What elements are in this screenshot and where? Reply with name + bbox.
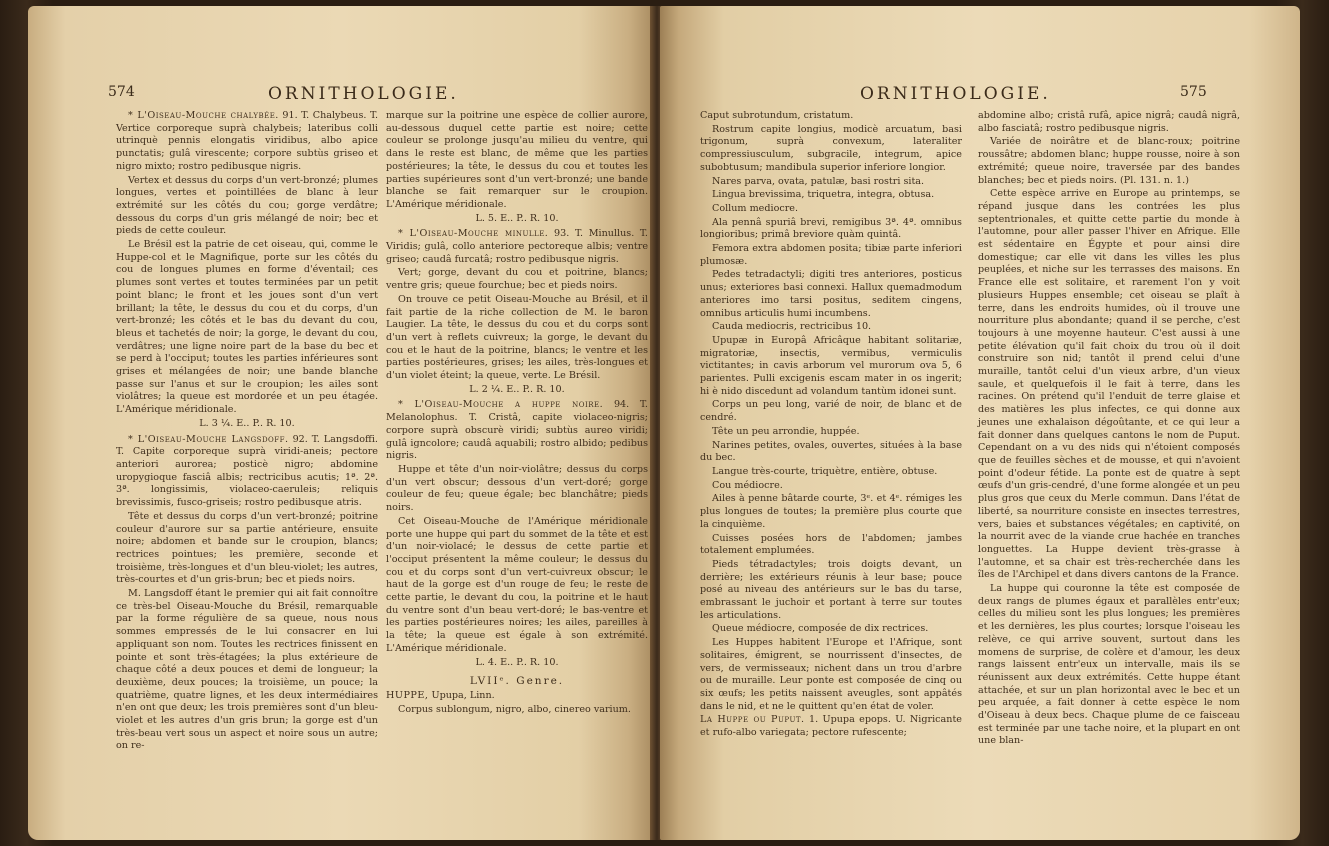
paragraph-text: 91. T. Chalybeus. T. Vertice corporeque suprà chalybeis; lateribus colli utrinquè pennis elongatis viridibus, albo apice punctatis; gulâ virescente; corpore subtùs griseo et nigro mixto; rostro pedibusque nigris. xyxy=(116,110,378,172)
paragraph xyxy=(700,714,962,739)
paragraph-text: Upupa, Linn. xyxy=(431,689,495,701)
paragraph xyxy=(386,690,648,703)
paragraph-text: Tête un peu arrondie, huppée. xyxy=(712,425,860,437)
entry-heading: * L'Oiseau-Mouche minulle. xyxy=(398,228,549,240)
text-column-1 xyxy=(700,110,962,741)
paragraph xyxy=(700,110,962,123)
paragraph-text: Cette espèce arrive en Europe au printemps, se répand jusque dans les contrées les plus septentrionales, et quitte cette partie du monde à l'automne, pour aller passer l'hiver en Afrique. Elle est sédentaire en Égypte et pour ainsi dire domestique; car elle vit dans les villes les plus peuplées, et niche sur les terrasses des maisons. En France elle est solitaire, et rarement l'on y voit plusieurs Huppes ensemble; cet oiseau se plaît à terre, dans les endroits humides, où il trouve une nourriture plus abondante; quand il se perche, c'est toujours à une moyenne hauteur. C'est aussi à une petite élévation qu'il fait choix du trou où il doit construire son nid; tantôt il prend celui d'une muraille, tantôt celui d'un vieux arbre, d'un vieux saule, et quelquefois il le fait à terre, dans les racines. On prétend qu'il l'enduit de terre glaise et des matières les plus infectes, ce qui donne aux jeunes une exhalaison dégoûtante, et ce qui leur a fait donner dans quelques cantons le nom de Puput. Cependant on a vu des nids qui n'étoient composés que de feuilles sèches et de mousse, et qui n'avoient point d'odeur fétide. La ponte est de quatre à sept œufs d'un gris-cendré, d'une forme alongée et un peu plus gros que ceux du Merle commun. Dans l'état de liberté, sa nourriture consiste en insectes terrestres, vers, baies et substances végétales; en captivité, on la nourrit avec de la viande crue hachée en tranches longuettes. La Huppe devient très-grasse à l'automne, et sa chair est très-recherchée dans les îles de l'Archipel et dans divers cantons de la France. xyxy=(978,188,1240,581)
paragraph xyxy=(700,203,962,216)
measurement-line: L. 5. E.. P.. R. 10. xyxy=(475,212,559,224)
paragraph xyxy=(386,399,648,463)
running-head: ORNITHOLOGIE. xyxy=(268,84,459,104)
paragraph xyxy=(386,228,648,266)
paragraph-text: Queue médiocre, composée de dix rectrices. xyxy=(712,623,929,635)
paragraph xyxy=(116,239,378,417)
paragraph xyxy=(700,321,962,334)
paragraph-text: Cuisses posées hors de l'abdomen; jambes totalement emplumées. xyxy=(700,532,962,557)
paragraph xyxy=(116,434,378,510)
paragraph-text: On trouve ce petit Oiseau-Mouche au Brésil, et il fait partie de la riche collection de M. le baron Laugier. La tête, le dessus du cou et du corps sont d'un vert à reflets cuivreux; la gorge, le devant du cou et le haut de la poitrine, blancs; le ventre et les parties postérieures, grises; les ailes, très-longues et d'un violet éteint; la queue, verte. Le Brésil. xyxy=(386,293,648,382)
paragraph xyxy=(386,704,648,717)
paragraph-text: Upupæ in Europâ Africâque habitant solitariæ, migratoriæ, insectis, vermibus, vermiculis victitantes; in cavis arborum vel murorum ova 5, 6 parientes. Pulli excigenis escam mater in os ingerit; hi è nido discedunt ad volandum tantùm idonei sunt. xyxy=(700,334,962,397)
paragraph-text: 94. T. Melanolophus. T. Cristâ, capite violaceo-nigris; corpore suprà obscurè viridi; subtùs aureo viridi; gulâ igncolore; caudâ aquabili; rostro albido; pedibus nigris. xyxy=(386,399,648,462)
paragraph xyxy=(386,110,648,212)
paragraph-text: Les Huppes habitent l'Europe et l'Afrique, sont solitaires, émigrent, se nourrissent d'insectes, de vers, de vermisseaux; nichent dans un trou d'arbre ou de muraille. Leur ponte est composée de cinq ou six œufs; les petits naissent aveugles, sont appâtés dans le nid, et ne le quittent qu'en état de voler. xyxy=(700,637,962,712)
paragraph-text: abdomine albo; cristâ rufâ, apice nigrâ; caudâ nigrâ, albo fasciatâ; rostro pedibusque nigris. xyxy=(978,110,1240,134)
paragraph xyxy=(700,623,962,636)
paragraph xyxy=(978,188,1240,582)
left-page xyxy=(28,6,654,840)
paragraph xyxy=(700,426,962,439)
paragraph xyxy=(700,559,962,623)
paragraph xyxy=(700,399,962,424)
paragraph xyxy=(700,493,962,531)
paragraph-text: Variée de noirâtre et de blanc-roux; poitrine roussâtre; abdomen blanc; huppe rousse, noire à son extrémité; queue noire, traversée par des bandes blanches; bec et pieds noirs. (Pl. 131. n. 1.) xyxy=(978,136,1240,186)
paragraph xyxy=(386,516,648,656)
paragraph-text: Rostrum capite longius, modicè arcuatum, basi trigonum, suprà convexum, lateraliter compressiusculum, subgracile, integrum, apice subobtusum; mandibula superior inferiore longior. xyxy=(700,123,962,173)
paragraph xyxy=(700,176,962,189)
paragraph-text: Pedes tetradactyli; digiti tres anteriores, posticus unus; exteriores basi connexi. Hallux quemadmodum anteriores imo tarsi positus, seditem cingens, omnibus articulis humi incumbens. xyxy=(700,269,962,319)
paragraph xyxy=(978,583,1240,748)
paragraph xyxy=(700,466,962,479)
paragraph xyxy=(700,335,962,399)
paragraph-text: Langue très-courte, triquètre, entière, obtuse. xyxy=(712,465,938,477)
text-column-2 xyxy=(978,110,1240,749)
paragraph-text: Collum mediocre. xyxy=(712,202,799,214)
paragraph-text: Caput subrotundum, cristatum. xyxy=(700,110,854,121)
paragraph-text: Corps un peu long, varié de noir, de blanc et de cendré. xyxy=(700,399,962,424)
paragraph-text: Vertex et dessus du corps d'un vert-bronzé; plumes longues, vertes et pointillées de blanc à leur extrémité sur les côtés du cou; gorge verdâtre; dessous du corps d'un gris mélangé de noir; bec et pieds de cette couleur. xyxy=(116,174,378,237)
paragraph-text: Pieds tétradactyles; trois doigts devant, un derrière; les extérieurs réunis à leur base; pouce posé au niveau des antérieurs sur le bas du tarse, embrassant le juchoir et portant à terre sur toutes les articulations. xyxy=(700,558,962,621)
paragraph xyxy=(116,175,378,239)
page-number: 575 xyxy=(1180,84,1207,100)
measurement-line: L. 4. E.. P.. R. 10. xyxy=(475,656,559,668)
entry-heading: * L'Oiseau-Mouche a huppe noire. xyxy=(398,399,604,411)
paragraph-text: Le Brésil est la patrie de cet oiseau, qui, comme le Huppe-col et le Magnifique, porte sur les côtés du cou de longues plumes en forme d'éventail; ces plumes sont vertes et toutes terminées par un petit point blanc; le front et les joues sont d'un vert brillant; la tête, le dessus du cou et du corps, d'un vert-bronzé; les côtés et le bas du devant du cou, bleus et tachetés de noir; la gorge, le devant du cou, verdâtres; une ligne noire part de la base du bec et se perd à l'occiput; toutes les parties inférieures sont grises et mélangées de noir; une bande blanche passe sur l'anus et sur le croupion; les ailes sont violâtres; la queue est mordorée et un peu étagée. L'Amérique méridionale. xyxy=(116,239,378,416)
text-column-1 xyxy=(116,110,378,754)
genus-heading: LVIIᵉ. Genre. xyxy=(469,675,565,688)
entry-heading: * L'Oiseau-Mouche Langsdoff. xyxy=(128,433,289,445)
paragraph-text: La huppe qui couronne la tête est composée de deux rangs de plumes égaux et parallèles entr'eux; celles du milieu sont les plus longues; les premières et les dernières, les plus courtes; lorsque l'oiseau les relève, ce qui arrive souvent, surtout dans les momens de surprise, de colère et d'amour, les deux rangs laissent entr'eux un intervalle, mais ils se réunissent aux deux extrémités. Cette huppe étant attachée, et sur un plan horizontal avec le bec et un peu arquée, a fait donner à cette espèce le nom d'Oiseau à deux becs. Chaque plume de ce faisceau est terminée par une tache noire, et la plupart en ont une blan- xyxy=(978,583,1240,747)
paragraph-text: Cet Oiseau-Mouche de l'Amérique méridionale porte une huppe qui part du sommet de la tête et est d'un noir-violacé; le dessus de cette partie et l'occiput présentent la même couleur; le dessus du cou et du corps sont d'un vert-cuivreux obscur; le haut de la gorge est d'un rouge de feu; le reste de cette partie, le devant du cou, la poitrine et le haut du ventre sont d'un beau vert-doré; le bas-ventre et les parties postérieures noires; les ailes, pareilles à la tête; la queue est égale à son extrémité. L'Amérique méridionale. xyxy=(386,515,648,654)
paragraph xyxy=(386,464,648,515)
paragraph xyxy=(700,243,962,268)
paragraph-text: Cou médiocre. xyxy=(712,479,783,491)
paragraph xyxy=(700,189,962,202)
running-head: ORNITHOLOGIE. xyxy=(860,84,1051,104)
paragraph xyxy=(978,110,1240,135)
paragraph-text: Huppe et tête d'un noir-violâtre; dessus du corps d'un vert obscur; dessous d'un vert-doré; gorge couleur de feu; queue égale; bec blanchâtre; pieds noirs. xyxy=(386,463,648,514)
paragraph-text: 93. T. Minullus. T. Viridis; gulâ, collo anteriore pectoreque albis; ventre griseo; caudâ furcatâ; rostro pedibusque nigris. xyxy=(386,228,648,265)
paragraph xyxy=(116,110,378,174)
measurement-line: L. 3 ¼. E.. P.. R. 10. xyxy=(199,417,295,429)
paragraph-text: Tête et dessus du corps d'un vert-bronzé; poitrine couleur d'aurore sur sa partie antérieure, ensuite noire; abdomen et bande sur le croupion, blancs; rectrices pointues; les première, seconde et troisième, très-longues et d'un bleu-violet; les autres, très-courtes et d'un gris-brun; bec et pieds noirs. xyxy=(116,510,378,586)
paragraph-text: marque sur la poitrine une espèce de collier aurore, au-dessous duquel cette partie est noire; cette couleur se prolonge jusqu'au milieu du ventre, qui dans le reste est blanc, de même que les parties postérieures; la tête, le dessus du cou et toutes les parties supérieures sont d'un vert-bronzé; une bande blanche se fait remarquer sur le croupion. L'Amérique méridionale. xyxy=(386,110,648,210)
paragraph-text: Narines petites, ovales, ouvertes, situées à la base du bec. xyxy=(700,439,962,464)
paragraph-text: Vert; gorge, devant du cou et poitrine, blancs; ventre gris; queue fourchue; bec et pieds noirs. xyxy=(386,267,648,292)
entry-heading: La Huppe ou Puput. xyxy=(700,714,805,726)
paragraph-text: Nares parva, ovata, patulæ, basi rostri sita. xyxy=(712,175,925,187)
paragraph-text: M. Langsdoff étant le premier qui ait fait connoître ce très-bel Oiseau-Mouche du Brésil, remarquable par la forme régulière de sa queue, nous nous sommes empressés de le lui consacrer en lui appliquant son nom. Toutes les rectrices finissent en pointe et sont très-étagées; la plus extérieure de chaque côté a deux pouces et demi de longueur; la deuxième, deux pouces; la troisième, un pouce; la quatrième, quatre lignes, et les deux intermédiaires n'en ont que deux; les trois premières sont d'un bleu-violet et les autres d'un gris brun; la gorge est d'un très-beau vert sous un aspect et noire sous un autre; on re- xyxy=(116,588,378,752)
entry-heading: HUPPE, xyxy=(386,689,429,701)
measurement-line: L. 2 ¼. E.. P.. R. 10. xyxy=(469,383,565,395)
paragraph xyxy=(700,124,962,175)
paragraph xyxy=(700,217,962,242)
paragraph xyxy=(700,269,962,320)
page-number: 574 xyxy=(108,84,135,100)
paragraph-text: Femora extra abdomen posita; tibiæ parte inferiori plumosæ. xyxy=(700,243,962,267)
paragraph-text: 1. Upupa epops. U. Nigricante et rufo-albo variegata; pectore rufescente; xyxy=(700,714,962,739)
paragraph-text: Ala pennâ spuriâ brevi, remigibus 3ª. 4ª. omnibus longioribus; primâ breviore quàm quintâ. xyxy=(700,216,962,241)
text-column-2 xyxy=(386,110,648,717)
right-page xyxy=(660,6,1300,840)
paragraph-text: Ailes à penne bâtarde courte, 3ᵉ. et 4ᵉ. rémiges les plus longues de toutes; la première plus courte que la cinquième. xyxy=(700,493,962,530)
paragraph xyxy=(700,480,962,493)
entry-heading: * L'Oiseau-Mouche chalybée. xyxy=(128,110,279,121)
paragraph xyxy=(116,511,378,587)
paragraph-text: Cauda mediocris, rectricibus 10. xyxy=(712,321,872,333)
paragraph xyxy=(700,533,962,558)
paragraph xyxy=(700,440,962,465)
paragraph xyxy=(386,294,648,383)
paragraph xyxy=(978,136,1240,187)
paragraph-text: 92. T. Langsdoffi. T. Capite corporeque suprà viridi-aneis; pectore anteriori aurorea; posticè nigro; abdomine uropygioque fasciâ albis; rectricibus acutis; 1ª. 2ª. 3ª. longissimis, violaceo-caeruleis; reliquis brevissimis, fusco-griseis; rostro pedibusque atris. xyxy=(116,433,378,509)
paragraph xyxy=(700,637,962,713)
paragraph xyxy=(386,267,648,292)
paragraph xyxy=(116,588,378,753)
paragraph-text: Corpus sublongum, nigro, albo, cinereo varium. xyxy=(398,703,631,715)
paragraph-text: Lingua brevissima, triquetra, integra, obtusa. xyxy=(712,189,935,201)
